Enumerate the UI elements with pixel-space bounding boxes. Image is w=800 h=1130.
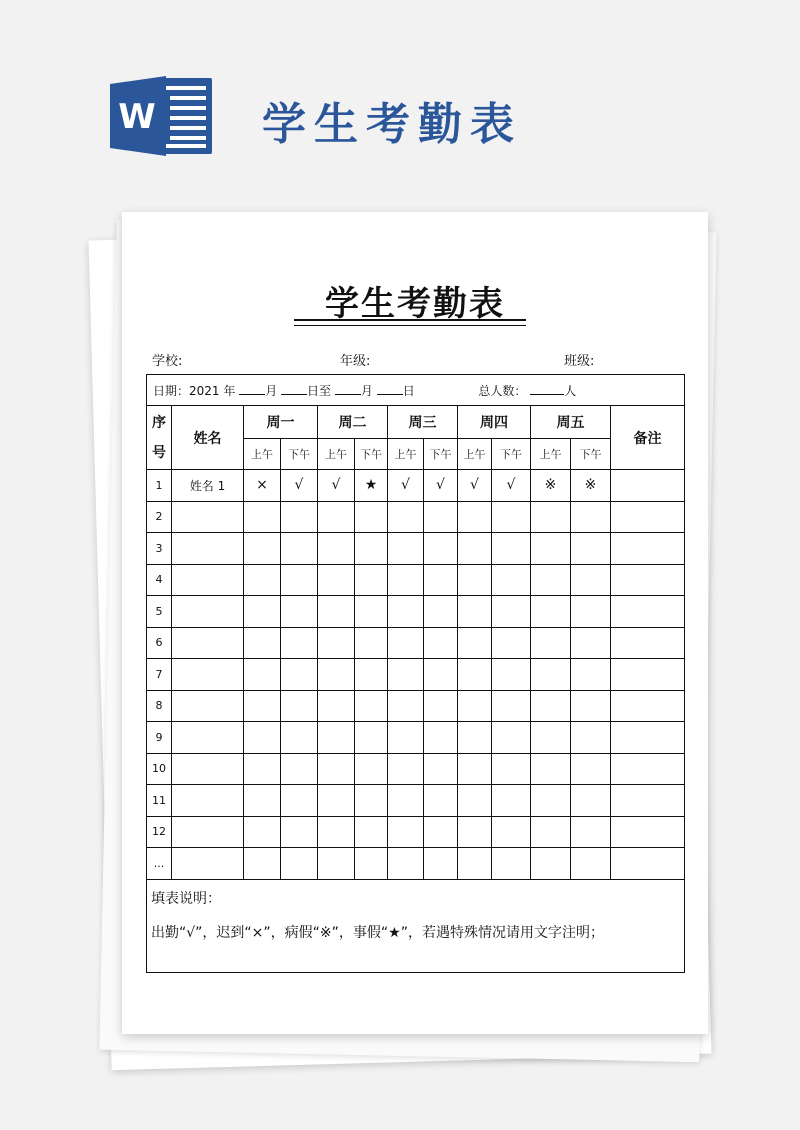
- attendance-mark-cell[interactable]: [531, 596, 571, 628]
- attendance-mark-cell[interactable]: [571, 501, 611, 533]
- row-seq: 6: [147, 627, 172, 659]
- total-label: 总人数：: [478, 383, 527, 398]
- attendance-mark-cell[interactable]: [281, 690, 318, 722]
- attendance-mark-cell[interactable]: [458, 564, 492, 596]
- attendance-mark-cell[interactable]: [424, 533, 458, 565]
- attendance-mark-cell[interactable]: [244, 785, 281, 817]
- table-row: [147, 659, 685, 691]
- attendance-mark-cell[interactable]: [458, 596, 492, 628]
- attendance-mark-cell[interactable]: [492, 785, 531, 817]
- attendance-mark-cell[interactable]: √: [318, 470, 355, 502]
- table-row: [147, 816, 685, 848]
- seq-header: 序号: [147, 406, 172, 470]
- attendance-mark-cell[interactable]: [244, 659, 281, 691]
- row-remark[interactable]: [611, 690, 685, 722]
- attendance-mark-cell[interactable]: [281, 816, 318, 848]
- day-header-wed: 周三: [388, 406, 458, 439]
- pm-header: 下午: [492, 439, 531, 470]
- attendance-mark-cell[interactable]: [458, 533, 492, 565]
- day-to-label: 日至: [307, 383, 332, 398]
- attendance-mark-cell[interactable]: [424, 722, 458, 754]
- attendance-mark-cell[interactable]: [281, 501, 318, 533]
- row-seq: 9: [147, 722, 172, 754]
- attendance-mark-cell[interactable]: [571, 659, 611, 691]
- table-row: [147, 848, 685, 880]
- am-header: 上午: [458, 439, 492, 470]
- attendance-mark-cell[interactable]: [355, 785, 388, 817]
- attendance-mark-cell[interactable]: [571, 627, 611, 659]
- attendance-mark-cell[interactable]: [318, 596, 355, 628]
- attendance-mark-cell[interactable]: [318, 564, 355, 596]
- attendance-mark-cell[interactable]: √: [388, 470, 424, 502]
- attendance-mark-cell[interactable]: [355, 848, 388, 880]
- attendance-mark-cell[interactable]: [355, 564, 388, 596]
- attendance-mark-cell[interactable]: [281, 848, 318, 880]
- attendance-mark-cell[interactable]: [571, 690, 611, 722]
- attendance-mark-cell[interactable]: ※: [571, 470, 611, 502]
- attendance-mark-cell[interactable]: [424, 816, 458, 848]
- total-blank: [530, 384, 564, 395]
- attendance-mark-cell[interactable]: √: [492, 470, 531, 502]
- class-label: 班级:: [564, 354, 595, 369]
- attendance-mark-cell[interactable]: [492, 659, 531, 691]
- attendance-mark-cell[interactable]: [355, 596, 388, 628]
- row-remark[interactable]: [611, 533, 685, 565]
- document-title: 学生考勤表: [325, 284, 505, 324]
- pm-header: 下午: [355, 439, 388, 470]
- table-row: [147, 533, 685, 565]
- attendance-mark-cell[interactable]: [492, 501, 531, 533]
- attendance-mark-cell[interactable]: [458, 627, 492, 659]
- attendance-mark-cell[interactable]: [458, 501, 492, 533]
- row-remark[interactable]: [611, 470, 685, 502]
- attendance-mark-cell[interactable]: [388, 627, 424, 659]
- attendance-mark-cell[interactable]: [458, 785, 492, 817]
- attendance-mark-cell[interactable]: [388, 848, 424, 880]
- attendance-mark-cell[interactable]: [318, 816, 355, 848]
- attendance-rows: [147, 470, 685, 880]
- attendance-mark-cell[interactable]: [492, 596, 531, 628]
- attendance-mark-cell[interactable]: [355, 627, 388, 659]
- attendance-mark-cell[interactable]: [244, 564, 281, 596]
- row-seq: 3: [147, 533, 172, 565]
- attendance-mark-cell[interactable]: [388, 501, 424, 533]
- am-header: 上午: [531, 439, 571, 470]
- row-seq: 2: [147, 501, 172, 533]
- attendance-mark-cell[interactable]: [318, 659, 355, 691]
- table-row: [147, 722, 685, 754]
- day-end-label: 日: [402, 383, 415, 398]
- attendance-mark-cell[interactable]: [388, 533, 424, 565]
- row-name[interactable]: [172, 533, 244, 565]
- attendance-mark-cell[interactable]: [571, 753, 611, 785]
- day-header-tue: 周二: [318, 406, 388, 439]
- row-name[interactable]: [172, 816, 244, 848]
- attendance-mark-cell[interactable]: [458, 816, 492, 848]
- month-end-label: 月: [360, 383, 373, 398]
- attendance-mark-cell[interactable]: [424, 690, 458, 722]
- attendance-mark-cell[interactable]: [318, 785, 355, 817]
- attendance-mark-cell[interactable]: [244, 848, 281, 880]
- attendance-mark-cell[interactable]: [492, 753, 531, 785]
- attendance-mark-cell[interactable]: [355, 816, 388, 848]
- attendance-mark-cell[interactable]: [355, 501, 388, 533]
- attendance-mark-cell[interactable]: [281, 659, 318, 691]
- attendance-mark-cell[interactable]: [492, 722, 531, 754]
- am-header: 上午: [318, 439, 355, 470]
- title-underline-thin: [294, 325, 526, 326]
- row-seq: 10: [147, 753, 172, 785]
- attendance-mark-cell[interactable]: [458, 753, 492, 785]
- attendance-mark-cell[interactable]: [388, 785, 424, 817]
- notes-body: 出勤“√”，迟到“×”，病假“※”，事假“★”，若遇特殊情况请用文字注明；: [151, 924, 604, 941]
- grade-label: 年级:: [340, 354, 371, 369]
- table-row: [147, 596, 685, 628]
- attendance-mark-cell[interactable]: ※: [531, 470, 571, 502]
- attendance-mark-cell[interactable]: [318, 627, 355, 659]
- attendance-mark-cell[interactable]: [531, 722, 571, 754]
- attendance-mark-cell[interactable]: [281, 533, 318, 565]
- attendance-mark-cell[interactable]: [571, 596, 611, 628]
- attendance-mark-cell[interactable]: [355, 659, 388, 691]
- date-label: 日期：2021 年: [153, 383, 236, 398]
- attendance-mark-cell[interactable]: [492, 690, 531, 722]
- attendance-mark-cell[interactable]: [388, 564, 424, 596]
- pm-header: 下午: [571, 439, 611, 470]
- date-info-row: [147, 375, 685, 406]
- attendance-mark-cell[interactable]: [458, 659, 492, 691]
- day-end-blank: [377, 384, 403, 395]
- row-seq: 4: [147, 564, 172, 596]
- attendance-mark-cell[interactable]: [281, 785, 318, 817]
- row-name[interactable]: [172, 785, 244, 817]
- row-name[interactable]: [172, 848, 244, 880]
- attendance-mark-cell[interactable]: ×: [244, 470, 281, 502]
- attendance-mark-cell[interactable]: [571, 533, 611, 565]
- row-remark[interactable]: [611, 816, 685, 848]
- row-remark[interactable]: [611, 627, 685, 659]
- row-remark[interactable]: [611, 659, 685, 691]
- table-row: [147, 690, 685, 722]
- attendance-mark-cell[interactable]: [492, 533, 531, 565]
- row-remark[interactable]: [611, 848, 685, 880]
- person-unit: 人: [564, 383, 577, 398]
- am-header: 上午: [244, 439, 281, 470]
- table-row: [147, 564, 685, 596]
- attendance-mark-cell[interactable]: [492, 627, 531, 659]
- attendance-mark-cell[interactable]: [424, 848, 458, 880]
- attendance-mark-cell[interactable]: [424, 564, 458, 596]
- attendance-mark-cell[interactable]: [531, 690, 571, 722]
- header-title: 学生考勤表: [262, 99, 522, 150]
- title-underline: [294, 319, 526, 321]
- attendance-mark-cell[interactable]: [531, 816, 571, 848]
- attendance-mark-cell[interactable]: [531, 501, 571, 533]
- row-seq: 7: [147, 659, 172, 691]
- attendance-mark-cell[interactable]: [244, 722, 281, 754]
- row-remark[interactable]: [611, 785, 685, 817]
- row-seq: 8: [147, 690, 172, 722]
- attendance-mark-cell[interactable]: [244, 501, 281, 533]
- attendance-mark-cell[interactable]: [571, 816, 611, 848]
- word-app-icon: [110, 76, 214, 156]
- month-end-blank: [335, 384, 361, 395]
- school-label: 学校:: [152, 354, 183, 369]
- attendance-mark-cell[interactable]: [531, 533, 571, 565]
- pm-header: 下午: [424, 439, 458, 470]
- attendance-mark-cell[interactable]: [281, 596, 318, 628]
- attendance-mark-cell[interactable]: ★: [355, 470, 388, 502]
- row-seq: 5: [147, 596, 172, 628]
- attendance-mark-cell[interactable]: [388, 753, 424, 785]
- table-row: [147, 501, 685, 533]
- attendance-mark-cell[interactable]: [318, 848, 355, 880]
- row-name[interactable]: [172, 564, 244, 596]
- attendance-mark-cell[interactable]: [355, 690, 388, 722]
- attendance-mark-cell[interactable]: [281, 627, 318, 659]
- attendance-mark-cell[interactable]: [244, 627, 281, 659]
- attendance-mark-cell[interactable]: [531, 848, 571, 880]
- row-name[interactable]: 姓名 1: [172, 470, 244, 502]
- table-row: [147, 470, 685, 502]
- attendance-mark-cell[interactable]: [531, 564, 571, 596]
- row-name[interactable]: [172, 753, 244, 785]
- attendance-mark-cell[interactable]: [244, 816, 281, 848]
- attendance-mark-cell[interactable]: [355, 753, 388, 785]
- attendance-mark-cell[interactable]: [388, 596, 424, 628]
- attendance-mark-cell[interactable]: [388, 816, 424, 848]
- attendance-mark-cell[interactable]: [355, 533, 388, 565]
- row-name[interactable]: [172, 722, 244, 754]
- attendance-mark-cell[interactable]: [424, 596, 458, 628]
- table-row: [147, 753, 685, 785]
- attendance-mark-cell[interactable]: [571, 785, 611, 817]
- attendance-mark-cell[interactable]: [571, 722, 611, 754]
- month-blank: [239, 384, 265, 395]
- attendance-mark-cell[interactable]: √: [281, 470, 318, 502]
- row-remark[interactable]: [611, 501, 685, 533]
- day-header-fri: 周五: [531, 406, 611, 439]
- row-remark[interactable]: [611, 564, 685, 596]
- row-seq: ...: [147, 848, 172, 880]
- attendance-mark-cell[interactable]: [531, 627, 571, 659]
- attendance-mark-cell[interactable]: [492, 564, 531, 596]
- day-blank: [281, 384, 307, 395]
- attendance-mark-cell[interactable]: [318, 501, 355, 533]
- attendance-mark-cell[interactable]: [388, 659, 424, 691]
- row-name[interactable]: [172, 501, 244, 533]
- row-name[interactable]: [172, 690, 244, 722]
- day-header-mon: 周一: [244, 406, 318, 439]
- attendance-mark-cell[interactable]: [531, 785, 571, 817]
- attendance-mark-cell[interactable]: [355, 722, 388, 754]
- attendance-mark-cell[interactable]: √: [458, 470, 492, 502]
- row-name[interactable]: [172, 659, 244, 691]
- attendance-mark-cell[interactable]: [281, 722, 318, 754]
- attendance-mark-cell[interactable]: [492, 848, 531, 880]
- attendance-mark-cell[interactable]: √: [424, 470, 458, 502]
- attendance-mark-cell[interactable]: [424, 627, 458, 659]
- attendance-mark-cell[interactable]: [458, 690, 492, 722]
- attendance-mark-cell[interactable]: [281, 753, 318, 785]
- attendance-mark-cell[interactable]: [424, 753, 458, 785]
- row-remark[interactable]: [611, 722, 685, 754]
- header: [110, 76, 710, 156]
- attendance-mark-cell[interactable]: [318, 533, 355, 565]
- attendance-mark-cell[interactable]: [458, 722, 492, 754]
- document-sheet: [122, 212, 708, 1034]
- row-remark[interactable]: [611, 596, 685, 628]
- row-seq: 11: [147, 785, 172, 817]
- attendance-mark-cell[interactable]: [281, 564, 318, 596]
- am-header: 上午: [388, 439, 424, 470]
- notes-title: 填表说明：: [151, 890, 221, 907]
- month-label: 月: [265, 383, 278, 398]
- attendance-mark-cell[interactable]: [571, 848, 611, 880]
- attendance-mark-cell[interactable]: [244, 596, 281, 628]
- attendance-mark-cell[interactable]: [424, 501, 458, 533]
- logo-letter: W: [118, 97, 156, 137]
- attendance-mark-cell[interactable]: [244, 533, 281, 565]
- notes-section: [147, 879, 685, 972]
- table-row: [147, 627, 685, 659]
- attendance-mark-cell[interactable]: [318, 722, 355, 754]
- row-seq: 1: [147, 470, 172, 502]
- attendance-mark-cell[interactable]: [531, 659, 571, 691]
- day-header-thu: 周四: [458, 406, 531, 439]
- attendance-mark-cell[interactable]: [492, 816, 531, 848]
- remark-header: 备注: [611, 406, 685, 470]
- attendance-mark-cell[interactable]: [571, 564, 611, 596]
- attendance-mark-cell[interactable]: [244, 690, 281, 722]
- attendance-mark-cell[interactable]: [424, 659, 458, 691]
- attendance-mark-cell[interactable]: [531, 753, 571, 785]
- name-header: 姓名: [172, 406, 244, 470]
- row-name[interactable]: [172, 627, 244, 659]
- pm-header: 下午: [281, 439, 318, 470]
- attendance-table: [146, 374, 685, 973]
- attendance-mark-cell[interactable]: [424, 785, 458, 817]
- attendance-mark-cell[interactable]: [318, 690, 355, 722]
- row-name[interactable]: [172, 596, 244, 628]
- attendance-mark-cell[interactable]: [458, 848, 492, 880]
- row-seq: 12: [147, 816, 172, 848]
- table-row: [147, 785, 685, 817]
- attendance-mark-cell[interactable]: [244, 753, 281, 785]
- attendance-mark-cell[interactable]: [388, 722, 424, 754]
- attendance-mark-cell[interactable]: [318, 753, 355, 785]
- row-remark[interactable]: [611, 753, 685, 785]
- attendance-mark-cell[interactable]: [388, 690, 424, 722]
